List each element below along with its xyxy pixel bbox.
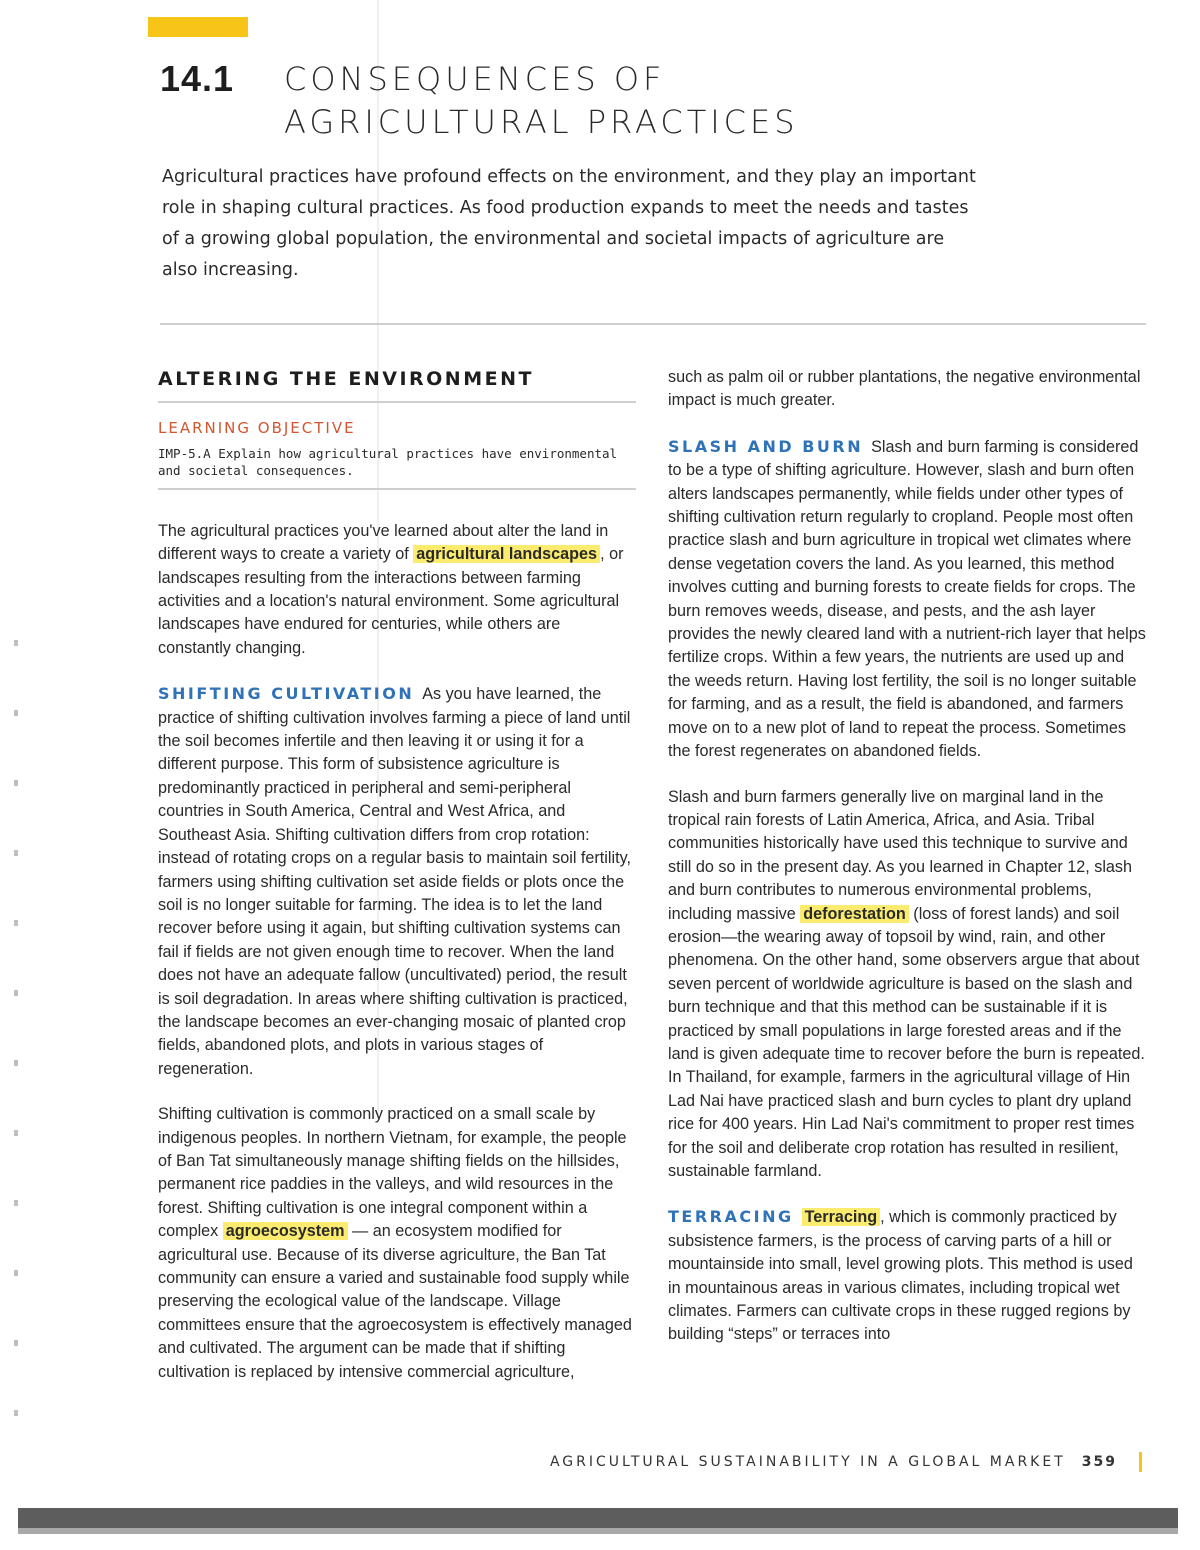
paragraph-agricultural-landscapes: [158, 520, 636, 660]
text-run: The agricultural practices you've learned about alter the land in different ways to create a variety of: [158, 521, 609, 564]
text-run: , or landscapes resulting from the interactions between farming activities and a location's natural environment. Some agricultural landscapes have endured for centuries, while others are constantly changing.: [158, 545, 624, 657]
paragraph-slash-and-burn: [668, 435, 1146, 764]
subhead-slash-and-burn: SLASH AND BURN: [668, 436, 864, 456]
running-title: AGRICULTURAL SUSTAINABILITY IN A GLOBAL MARKET: [549, 1454, 1066, 1470]
paragraph-slash-and-burn-farmers: [668, 786, 1146, 1184]
left-column: [158, 366, 636, 1384]
chapter-tab-marker: [148, 17, 248, 37]
section-title: [284, 58, 799, 144]
footer-accent-bar: [1139, 1452, 1142, 1472]
section-title-line-1: CONSEQUENCES OF: [284, 60, 666, 98]
section-divider: [160, 323, 1146, 325]
section-title-line-2: AGRICULTURAL PRACTICES: [284, 103, 799, 141]
key-term-agricultural-landscapes: agricultural landscapes: [413, 545, 600, 563]
scan-margin-marks: [14, 640, 18, 1420]
paragraph-shifting-cultivation: [158, 682, 636, 1081]
right-column: [668, 366, 1146, 1347]
subhead-shifting-cultivation: SHIFTING CULTIVATION: [158, 684, 415, 704]
text-run: , which is commonly practiced by subsistence farmers, is the process of carving parts of a hill or mountainside into small, level growing plots. This method is used in mountainous areas in various climates, including tropical wet climates. Farmers can cultivate crops in these rugged regions by building “steps” or terraces into: [668, 1208, 1133, 1344]
text-run: Slash and burn farmers generally live on marginal land in the tropical rain forests of Latin America, Africa, and Asia. Tribal communities historically have used this technique to survive and still do so in the present day. As you learned in Chapter 12, slash and burn contributes to numerous environmental problems, including massive: [668, 787, 1133, 923]
learning-objective-text: IMP-5.A Explain how agricultural practices have environmental and societal consequences.: [158, 445, 636, 490]
section-number: 14.1: [160, 58, 235, 99]
text-run: Shifting cultivation is commonly practiced on a small scale by indigenous peoples. In northern Vietnam, for example, the people of Ban Tat simultaneously manage shifting fields on the hillsides, permanent rice paddies in the valleys, and wild resources in the forest. Shifting cultivation is one integral component within a complex: [158, 1105, 627, 1241]
scan-bottom-band: [18, 1508, 1178, 1528]
key-term-terracing: Terracing: [802, 1208, 881, 1226]
heading-altering-environment: ALTERING THE ENVIRONMENT: [158, 368, 636, 403]
intro-paragraph: Agricultural practices have profound effects on the environment, and they play an important role in shaping cultural practices. As food production expands to meet the needs and tastes of a growing global population, the environmental and societal impacts of agriculture are also increasing.: [162, 167, 976, 280]
scan-bottom-band-light: [18, 1528, 1178, 1534]
text-run: (loss of forest lands) and soil erosion—the wearing away of topsoil by wind, rain, and other phenomena. On the other hand, some observers argue that about seven percent of worldwide agriculture is based on the slash and burn technique and that this method can be sustainable if it is practiced by small populations in large forested areas and if the land is given adequate time to recover before the burn is repeated. In Thailand, for example, farmers in the agricultural village of Hin Lad Nai have practiced slash and burn cycles to plant dry upland rice for 400 years. Hin Lad Nai's commitment to proper rest times for the soil and deliberate crop rotation has resulted in resilient, sustainable farmland.: [668, 904, 1145, 1180]
key-term-agroecosystem: agroecosystem: [223, 1222, 348, 1240]
learning-objective-label: LEARNING OBJECTIVE: [158, 419, 356, 438]
text-run: — an ecosystem modified for agricultural use. Because of its diverse agriculture, the Ban Tat community can ensure a varied and sustainable food supply while preserving the ecological value of the landscape. Village committees ensure that the agroecosystem is effectively managed and cultivated. The argument can be made that if shifting cultivation is replaced by intensive commercial agriculture,: [158, 1222, 632, 1381]
key-term-deforestation: deforestation: [800, 905, 909, 923]
text-run: Slash and burn farming is considered to be a type of shifting agriculture. However, slash and burn often alters landscapes permanently, while fields under other types of shifting cultivation return regularly to cropland. People most often practice slash and burn agriculture in tropical wet climates where dense vegetation covers the land. As you learned, this method involves cutting and burning forests to create fields for crops. The burn removes weeds, disease, and pests, and the ash layer provides the newly cleared land with a nutrient-rich layer that helps fertilize crops. Within a few years, the nutrients are used up and the weeds return. Having lost fertility, the soil is no longer suitable for farming, and as a result, the field is abandoned, and farmers move on to a new plot of land to repeat the process. Sometimes the forest regenerates on abandoned fields.: [668, 437, 1146, 761]
page-footer: [550, 1452, 1142, 1472]
section-title-block: [160, 58, 799, 144]
paragraph-ban-tat: [158, 1103, 636, 1384]
subhead-terracing: TERRACING: [668, 1207, 794, 1227]
paragraph-terracing: [668, 1205, 1146, 1346]
text-run: As you have learned, the practice of shifting cultivation involves farming a piece of land until the soil becomes infertile and then leaving it or using it for a different purpose. This form of subsistence agriculture is predominantly practiced in peripheral and semi-peripheral countries in South America, Central and West Africa, and Southeast Asia. Shifting cultivation differs from crop rotation: instead of rotating crops on a regular basis to maintain soil fertility, farmers using shifting cultivation set aside fields or plots once the soil is no longer suitable for farming. The idea is to let the land recover before using it again, but shifting cultivation systems can fail if fields are not given enough time to recover. When the land does not have an adequate fallow (uncultivated) period, the result is soil degradation. In areas where shifting cultivation is practiced, the landscape becomes an ever-changing mosaic of planted crop fields, abandoned plots, and plots in various stages of regeneration.: [158, 685, 631, 1078]
page-number: 359: [1081, 1454, 1117, 1470]
paragraph-continued: such as palm oil or rubber plantations, the negative environmental impact is much greater.: [668, 368, 1141, 410]
